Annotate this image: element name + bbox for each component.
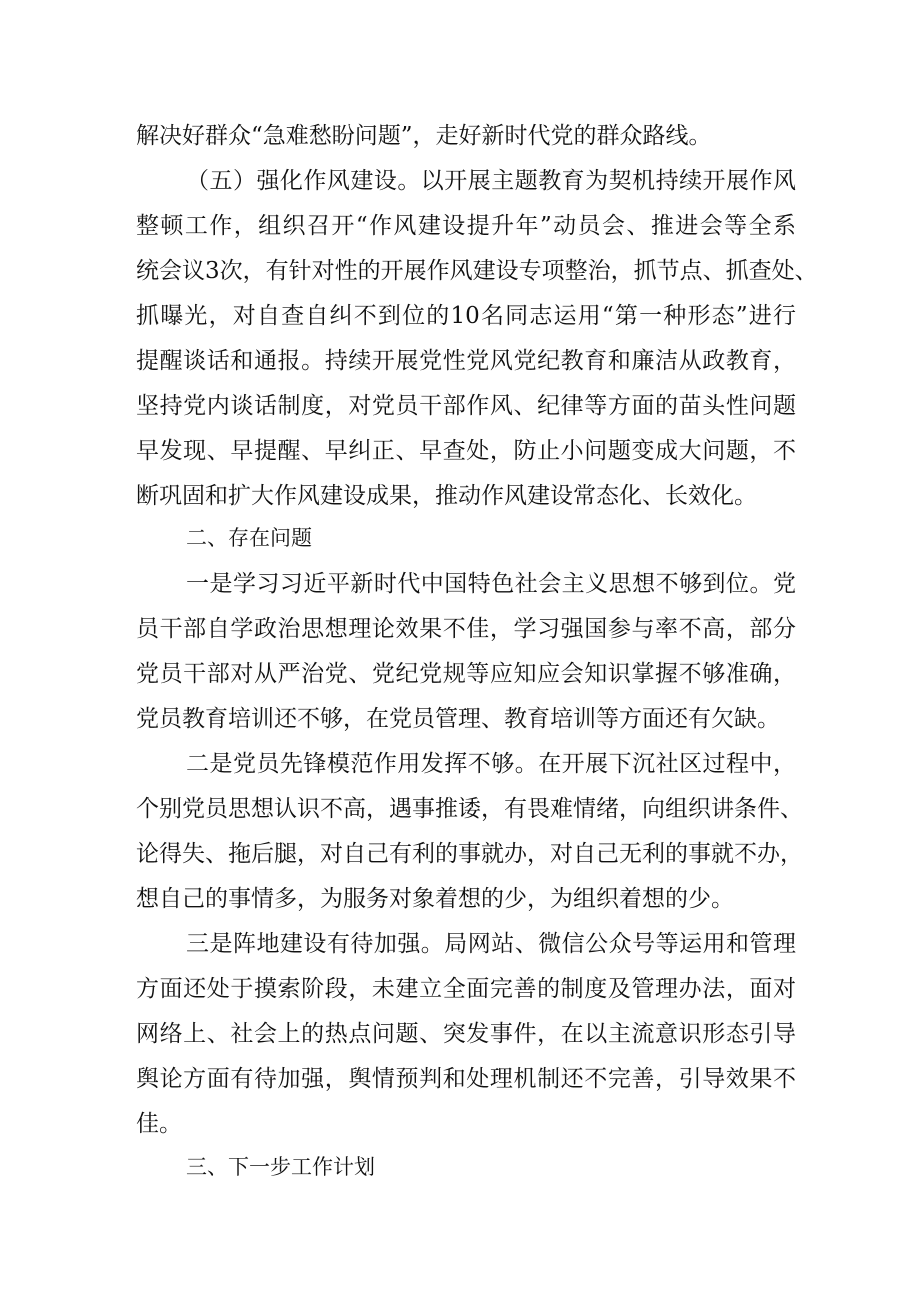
paragraph-line: 断巩固和扩大作风建设成果，推动作风建设常态化、长效化。 bbox=[136, 483, 757, 509]
paragraph-line: 网络上、社会上的热点问题、突发事件，在以主流意识形态引导 bbox=[136, 1021, 796, 1047]
paragraph-line: 坚持党内谈话制度，对党员干部作风、纪律等方面的苗头性问题 bbox=[136, 393, 796, 419]
paragraph-line: 党员干部对从严治党、党纪党规等应知应会知识掌握不够准确， bbox=[136, 661, 796, 687]
paragraph-line: 党员教育培训还不够，在党员管理、教育培训等方面还有欠缺。 bbox=[136, 706, 780, 732]
paragraph-line: 想自己的事情多，为服务对象着想的少，为组织着想的少。 bbox=[136, 886, 734, 912]
paragraph-line: 三是阵地建设有待加强。局网站、微信公众号等运用和管理 bbox=[186, 931, 796, 957]
section-heading-next-plan: 三、下一步工作计划 bbox=[186, 1155, 375, 1179]
paragraph-line: 舆论方面有待加强，舆情预判和处理机制还不完善，引导效果不 bbox=[136, 1066, 796, 1092]
paragraph-line: （五）强化作风建设。以开展主题教育为契机持续开展作风 bbox=[186, 168, 796, 194]
paragraph-line: 方面还处于摸索阶段，未建立全面完善的制度及管理办法，面对 bbox=[136, 976, 796, 1002]
paragraph-line: 提醒谈话和通报。持续开展党性党风党纪教育和廉洁从政教育， bbox=[136, 348, 796, 374]
paragraph-line: 二是党员先锋模范作用发挥不够。在开展下沉社区过程中， bbox=[186, 751, 796, 777]
paragraph-line: 员干部自学政治思想理论效果不佳，学习强国参与率不高，部分 bbox=[136, 616, 796, 642]
paragraph-line: 统会议3次，有针对性的开展作风建设专项整治，抓节点、抓查处、 bbox=[136, 258, 818, 284]
paragraph-line: 抓曝光，对自查自纠不到位的10名同志运用“第一种形态”进行 bbox=[136, 303, 796, 329]
section-heading-problems: 二、存在问题 bbox=[186, 526, 312, 550]
paragraph-line: 一是学习习近平新时代中国特色社会主义思想不够到位。党 bbox=[186, 571, 796, 597]
paragraph-line: 早发现、早提醒、早纠正、早查处，防止小问题变成大问题，不 bbox=[136, 438, 796, 464]
paragraph-line: 个别党员思想认识不高，遇事推诿，有畏难情绪，向组织讲条件、 bbox=[136, 796, 803, 822]
paragraph-line: 解决好群众“急难愁盼问题”，走好新时代党的群众路线。 bbox=[136, 123, 712, 149]
paragraph-line: 整顿工作，组织召开“作风建设提升年”动员会、推进会等全系 bbox=[136, 213, 796, 239]
paragraph-line: 论得失、拖后腿，对自己有利的事就办，对自己无利的事就不办， bbox=[136, 841, 803, 867]
paragraph-line: 佳。 bbox=[136, 1111, 182, 1137]
